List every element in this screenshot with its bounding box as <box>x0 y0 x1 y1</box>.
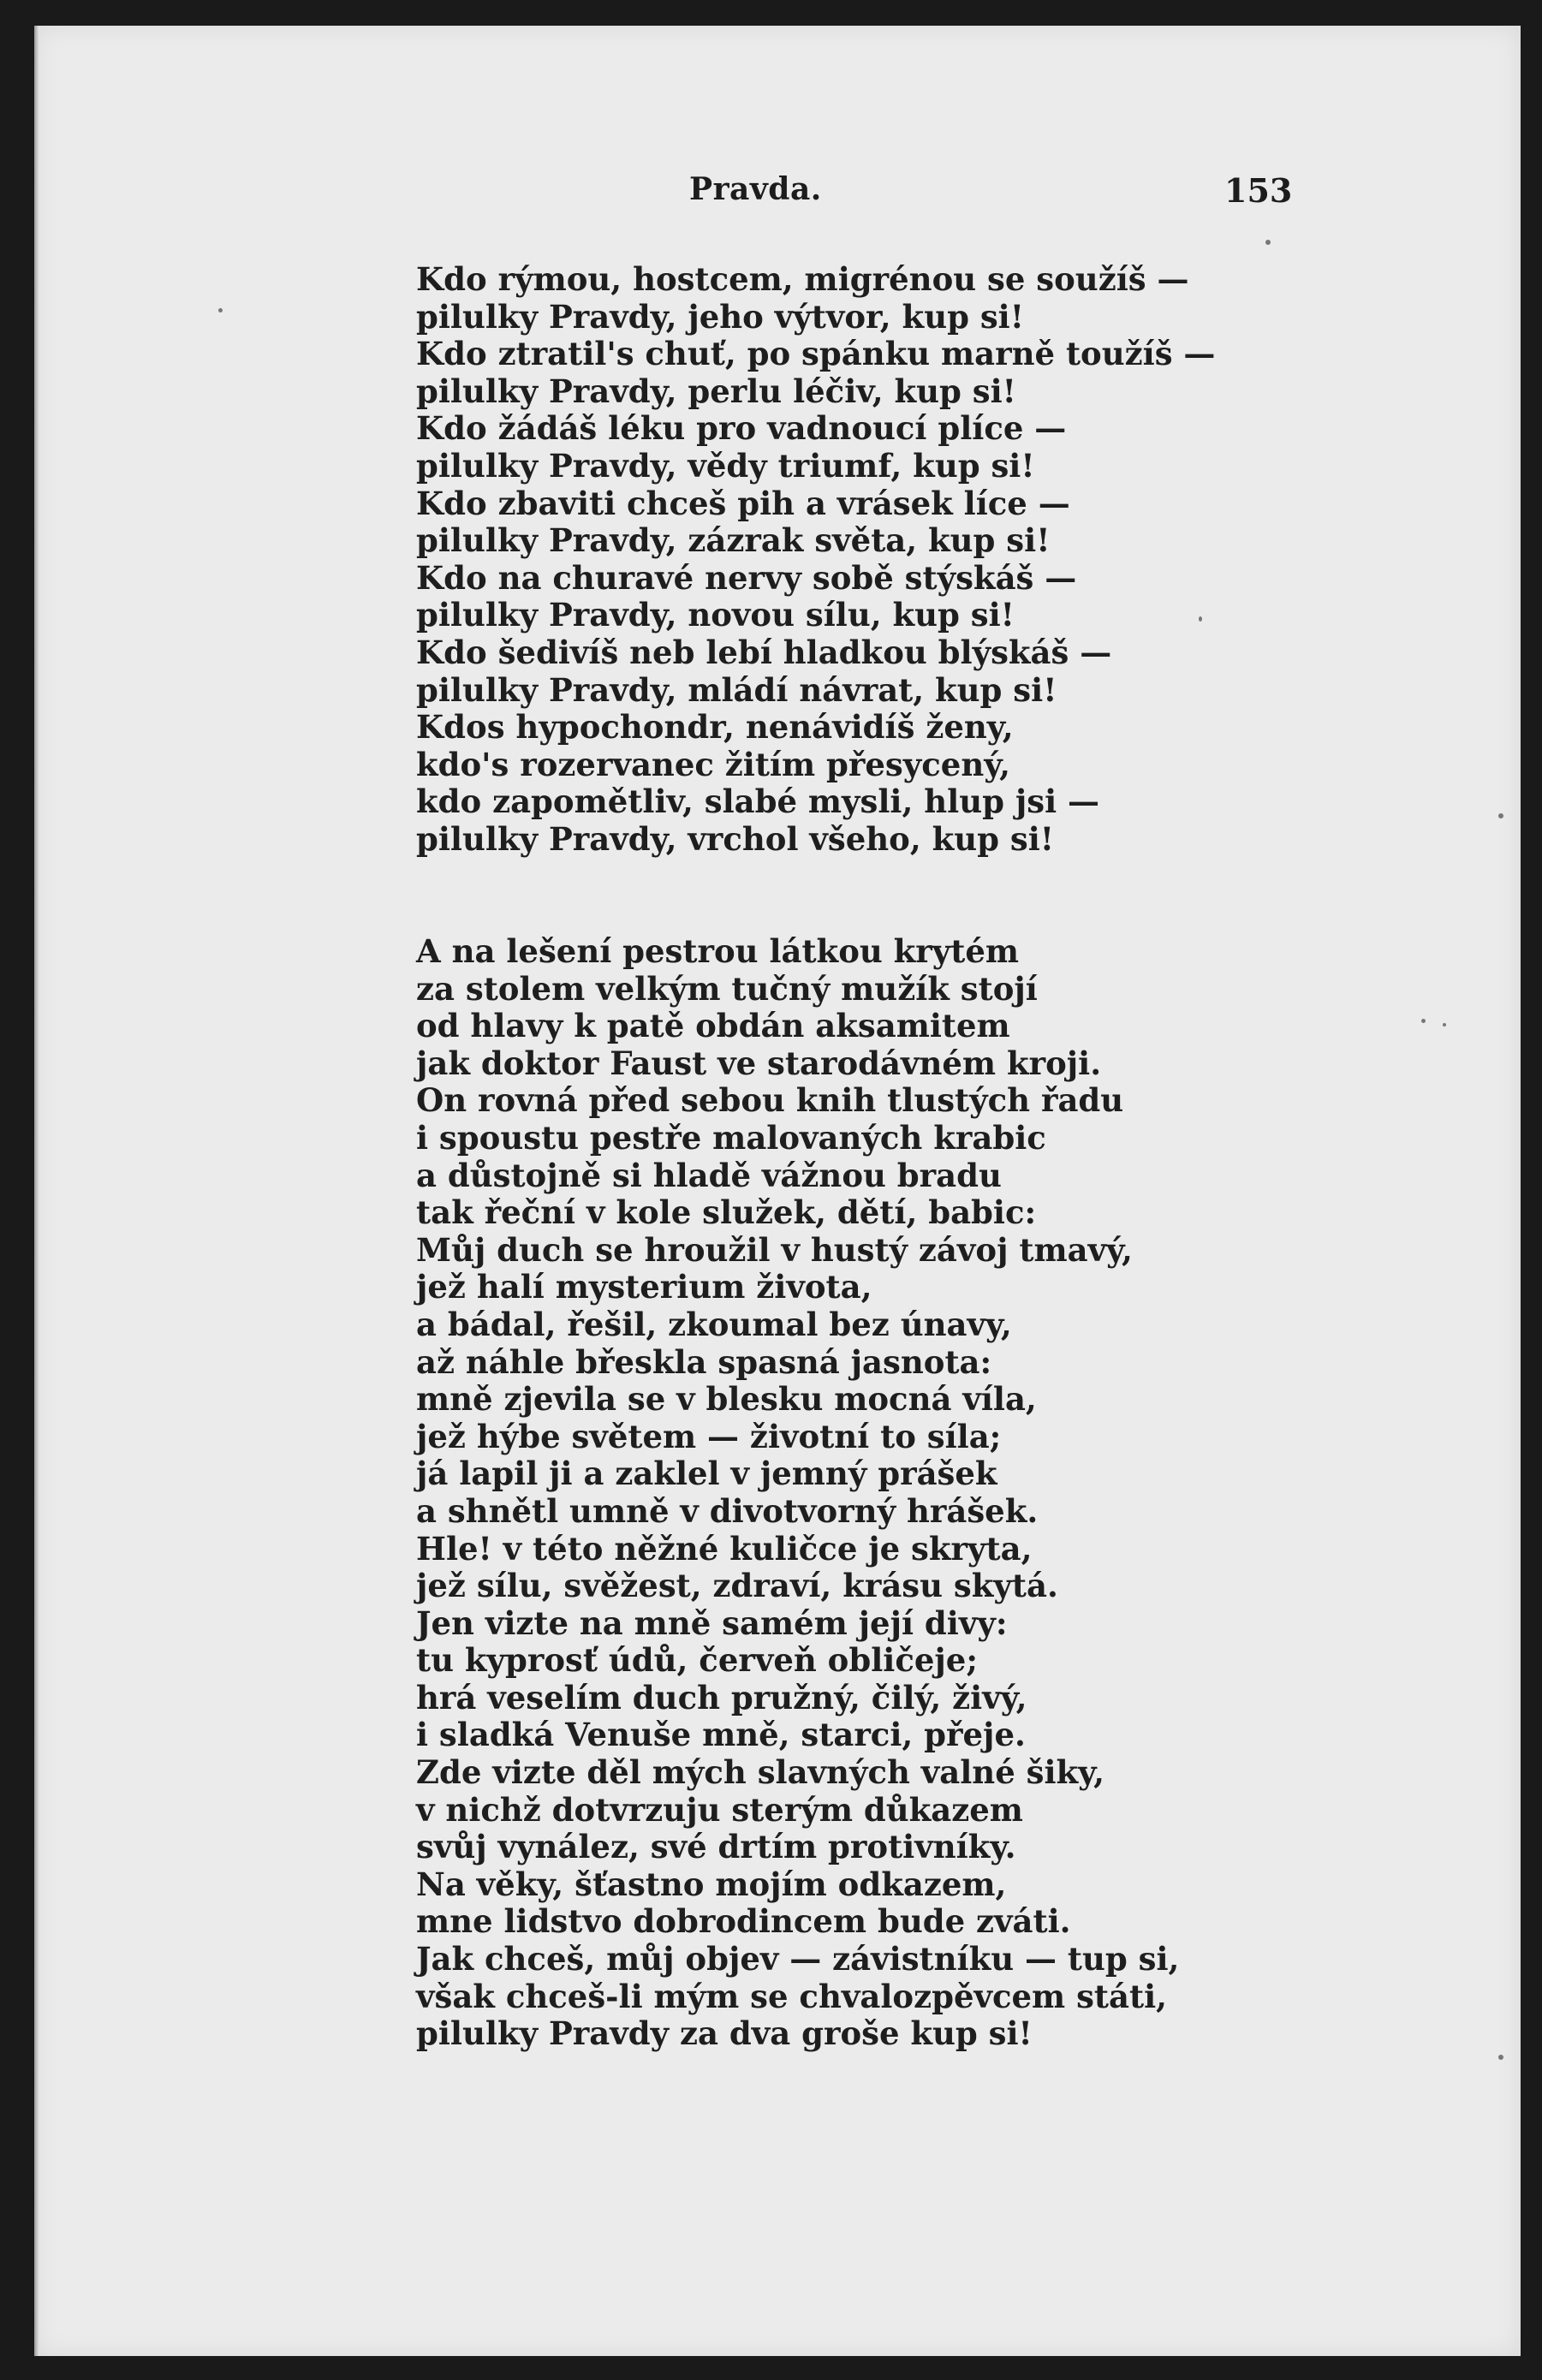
poem-line: svůj vynález, své drtím protivníky. <box>416 1828 1016 1866</box>
poem-line: hrá veselím duch pružný, čilý, živý, <box>416 1678 1027 1717</box>
poem-line: Kdo zbaviti chceš pih a vrásek líce — <box>416 484 1070 522</box>
poem-line: mně zjevila se v blesku mocná víla, <box>416 1380 1037 1419</box>
scan-speck <box>1265 240 1271 245</box>
poem-line: a důstojně si hladě vážnou bradu <box>416 1156 1002 1194</box>
scan-speck <box>1443 1023 1446 1026</box>
poem-stanza-2 <box>416 933 1179 2053</box>
poem-line: jež halí mysterium života, <box>416 1268 872 1306</box>
poem-line: však chceš-li mým se chvalozpěvcem státi, <box>416 1977 1168 2015</box>
poem-line: jež sílu, svěžest, zdraví, krásu skytá. <box>416 1567 1058 1605</box>
scan-speck <box>1498 2055 1503 2060</box>
poem-line: pilulky Pravdy, novou sílu, kup si! <box>416 596 1015 634</box>
poem-line: i sladká Venuše mně, starci, přeje. <box>416 1716 1026 1754</box>
poem-line: Na věky, šťastno mojím odkazem, <box>416 1865 1007 1903</box>
poem-line: kdo zapomětliv, slabé mysli, hlup jsi — <box>416 782 1100 821</box>
poem-line: až náhle břeskla spasná jasnota: <box>416 1342 992 1381</box>
poem-line: A na lešení pestrou látkou krytém <box>416 932 1020 970</box>
poem-line: mne lidstvo dobrodincem bude zváti. <box>416 1902 1071 1941</box>
scan-speck <box>1498 813 1503 818</box>
poem-line: jež hýbe světem — životní to síla; <box>416 1417 1002 1455</box>
running-title: Pravda. <box>689 171 822 207</box>
poem-line: pilulky Pravdy, mládí návrat, kup si! <box>416 670 1057 709</box>
poem-line: Kdo na churavé nervy sobě stýskáš — <box>416 558 1077 597</box>
poem-line: Můj duch se hroužil v hustý závoj tmavý, <box>416 1230 1133 1269</box>
poem-line: od hlavy k patě obdán aksamitem <box>416 1007 1010 1045</box>
poem-line: já lapil ji a zaklel v jemný prášek <box>416 1455 997 1493</box>
poem-line: Kdo žádáš léku pro vadnoucí plíce — <box>416 409 1067 448</box>
poem-line: Kdo šedivíš neb lebí hladkou blýskáš — <box>416 633 1112 671</box>
poem-stanza-1 <box>416 261 1215 859</box>
poem-line: i spoustu pestře malovaných krabic <box>416 1118 1046 1157</box>
poem-line: Kdo ztratil's chuť, po spánku marně toužíš — <box>416 335 1216 373</box>
poem-line: Jak chceš, můj objev — závistníku — tup si, <box>416 1940 1180 1978</box>
poem-line: a bádal, řešil, zkoumal bez únavy, <box>416 1305 1012 1343</box>
poem-line: Kdos hypochondr, nenávidíš ženy, <box>416 708 1014 747</box>
poem-line: pilulky Pravdy, jeho výtvor, kup si! <box>416 297 1024 336</box>
poem-line: pilulky Pravdy za dva groše kup si! <box>416 2014 1033 2053</box>
poem-line: pilulky Pravdy, vrchol všeho, kup si! <box>416 819 1055 858</box>
poem-line: tak řeční v kole služek, dětí, babic: <box>416 1193 1037 1232</box>
poem-line: Kdo rýmou, hostcem, migrénou se soužíš — <box>416 260 1189 298</box>
poem-line: pilulky Pravdy, vědy triumf, kup si! <box>416 446 1035 485</box>
poem-line: Hle! v této něžné kuličce je skryta, <box>416 1529 1033 1568</box>
running-header <box>0 171 1542 223</box>
scan-speck <box>1199 616 1202 622</box>
page-gutter-shadow <box>34 26 39 2356</box>
scan-speck <box>218 308 223 312</box>
poem-line: jak doktor Faust ve starodávném kroji. <box>416 1044 1102 1082</box>
poem-line: za stolem velkým tučný mužík stojí <box>416 969 1038 1008</box>
poem-line: On rovná před sebou knih tlustých řadu <box>416 1081 1124 1120</box>
poem-line: pilulky Pravdy, zázrak světa, kup si! <box>416 521 1051 560</box>
poem-line: tu kyprosť údů, červeň obličeje; <box>416 1641 978 1680</box>
poem-line: Jen vizte na mně samém její divy: <box>416 1604 1008 1642</box>
scan-speck <box>1421 1019 1426 1023</box>
poem-line: pilulky Pravdy, perlu léčiv, kup si! <box>416 372 1016 410</box>
poem-line: v nichž dotvrzuju sterým důkazem <box>416 1790 1023 1829</box>
poem-line: kdo's rozervanec žitím přesycený, <box>416 745 1011 783</box>
poem-line: a shnětl umně v divotvorný hrášek. <box>416 1491 1039 1530</box>
page-number: 153 <box>1224 171 1293 210</box>
poem-line: Zde vizte děl mých slavných valné šiky, <box>416 1753 1104 1792</box>
